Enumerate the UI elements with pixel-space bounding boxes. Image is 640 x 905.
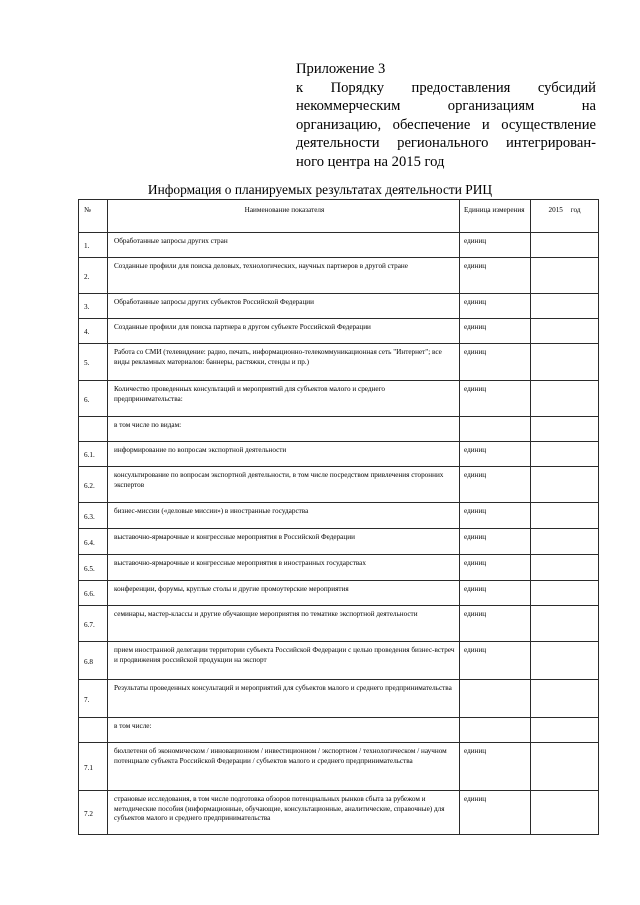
table-row: [79, 467, 599, 503]
row-number: 6.2.: [79, 467, 108, 503]
table-row: [79, 718, 599, 743]
table-row: [79, 529, 599, 555]
row-number: 3.: [79, 294, 108, 319]
row-value: [531, 233, 599, 258]
row-indicator: Созданные профили для поиска деловых, технологических, научных партнеров в другой стране: [108, 258, 460, 294]
row-unit: единиц: [460, 344, 531, 381]
row-number: 6.6.: [79, 581, 108, 606]
row-number: 6.5.: [79, 555, 108, 581]
indicators-table: [78, 199, 599, 835]
header-name: Наименование показателя: [108, 200, 460, 233]
table-row: [79, 233, 599, 258]
row-indicator: выставочно-ярмарочные и конгрессные мероприятия в Российской Федерации: [108, 529, 460, 555]
row-number: 6.7.: [79, 606, 108, 642]
row-unit: единиц: [460, 791, 531, 835]
row-value: [531, 258, 599, 294]
row-number: 6.8: [79, 642, 108, 680]
row-value: [531, 642, 599, 680]
row-unit: единиц: [460, 258, 531, 294]
row-unit: [460, 417, 531, 442]
row-unit: единиц: [460, 294, 531, 319]
table-row: [79, 791, 599, 835]
row-number: 6.3.: [79, 503, 108, 529]
appendix-title: Приложение 3: [296, 61, 386, 77]
row-value: [531, 442, 599, 467]
row-value: [531, 680, 599, 718]
table-row: [79, 319, 599, 344]
row-value: [531, 319, 599, 344]
row-number: 6.4.: [79, 529, 108, 555]
row-indicator: страновые исследования, в том числе подготовка обзоров потенциальных рынков сбыта за рубежом и методические пособия (информационные, обучающие, консультационные, аналитические, справочные) для субъектов малого и среднего предпринимательства: [108, 791, 460, 835]
row-value: [531, 417, 599, 442]
appendix-block: [296, 60, 596, 171]
appendix-text: к Порядку предоставления субсидий некоммерческим организациям на организацию, обеспечение и осуществление деятельности регионального интегрирован-ного центра на 2015 год: [296, 79, 596, 170]
row-indicator: Созданные профили для поиска партнера в другом субъекте Российской Федерации: [108, 319, 460, 344]
row-number: 1.: [79, 233, 108, 258]
row-unit: единиц: [460, 606, 531, 642]
row-indicator: Обработанные запросы других стран: [108, 233, 460, 258]
row-value: [531, 581, 599, 606]
row-value: [531, 503, 599, 529]
row-indicator: Количество проведенных консультаций и мероприятий для субъектов малого и среднего предпринимательства:: [108, 381, 460, 417]
row-indicator: бюллетени об экономическом / инновационном / инвестиционном / экспортном / технологическом / научном потенциале субъекта Российской Федерации / субъектов малого и среднего предпринимательства: [108, 743, 460, 791]
row-indicator: информирование по вопросам экспортной деятельности: [108, 442, 460, 467]
table-row: [79, 442, 599, 467]
table-row: [79, 642, 599, 680]
table-row: [79, 258, 599, 294]
table-row: [79, 555, 599, 581]
row-value: [531, 381, 599, 417]
table-header-row: [79, 200, 599, 233]
row-unit: [460, 680, 531, 718]
row-indicator: выставочно-ярмарочные и конгрессные мероприятия в иностранных государствах: [108, 555, 460, 581]
row-unit: единиц: [460, 581, 531, 606]
row-number: 7.1: [79, 743, 108, 791]
row-number: [79, 417, 108, 442]
row-unit: единиц: [460, 529, 531, 555]
row-unit: единиц: [460, 503, 531, 529]
table-row: [79, 503, 599, 529]
table-row: [79, 294, 599, 319]
row-unit: единиц: [460, 467, 531, 503]
table-row: [79, 581, 599, 606]
row-number: 2.: [79, 258, 108, 294]
row-indicator: прием иностранной делегации территории субъекта Российской Федерации с целью проведения бизнес-встреч и продвижения российской продукции на экспорт: [108, 642, 460, 680]
row-indicator: конференции, форумы, круглые столы и другие промоутерские мероприятия: [108, 581, 460, 606]
row-unit: единиц: [460, 642, 531, 680]
row-number: 7.: [79, 680, 108, 718]
table-row: [79, 344, 599, 381]
header-unit: Единица измерения: [460, 200, 531, 233]
row-number: 7.2: [79, 791, 108, 835]
row-value: [531, 743, 599, 791]
row-value: [531, 606, 599, 642]
row-unit: единиц: [460, 743, 531, 791]
header-num: №: [79, 200, 108, 233]
row-number: 6.: [79, 381, 108, 417]
row-indicator: в том числе:: [108, 718, 460, 743]
row-indicator: консультирование по вопросам экспортной деятельности, в том числе посредством привлечения сторонних экспертов: [108, 467, 460, 503]
row-value: [531, 467, 599, 503]
table-row: [79, 417, 599, 442]
row-indicator: Результаты проведенных консультаций и мероприятий для субъектов малого и среднего предпринимательства: [108, 680, 460, 718]
row-indicator: семинары, мастер-классы и другие обучающие мероприятия по тематике экспортной деятельности: [108, 606, 460, 642]
table-row: [79, 381, 599, 417]
row-unit: единиц: [460, 555, 531, 581]
row-unit: единиц: [460, 381, 531, 417]
row-value: [531, 718, 599, 743]
row-number: 5.: [79, 344, 108, 381]
row-number: [79, 718, 108, 743]
row-unit: единиц: [460, 442, 531, 467]
table-row: [79, 743, 599, 791]
row-indicator: Обработанные запросы других субъектов Российской Федерации: [108, 294, 460, 319]
table-row: [79, 680, 599, 718]
row-value: [531, 791, 599, 835]
row-number: 6.1.: [79, 442, 108, 467]
table-row: [79, 606, 599, 642]
row-number: 4.: [79, 319, 108, 344]
row-unit: единиц: [460, 319, 531, 344]
row-value: [531, 555, 599, 581]
header-year: 2015 год: [531, 200, 599, 233]
row-indicator: в том числе по видам:: [108, 417, 460, 442]
row-value: [531, 529, 599, 555]
row-value: [531, 294, 599, 319]
row-indicator: Работа со СМИ (телевидение: радио, печать, информационно-телекоммуникационная сеть "Интернет"; все виды рекламных материалов: баннеры, растяжки, стенды и пр.): [108, 344, 460, 381]
document-heading: Информация о планируемых результатах деятельности РИЦ: [147, 182, 493, 197]
row-unit: [460, 718, 531, 743]
row-unit: единиц: [460, 233, 531, 258]
row-value: [531, 344, 599, 381]
row-indicator: бизнес-миссии («деловые миссии») в иностранные государства: [108, 503, 460, 529]
